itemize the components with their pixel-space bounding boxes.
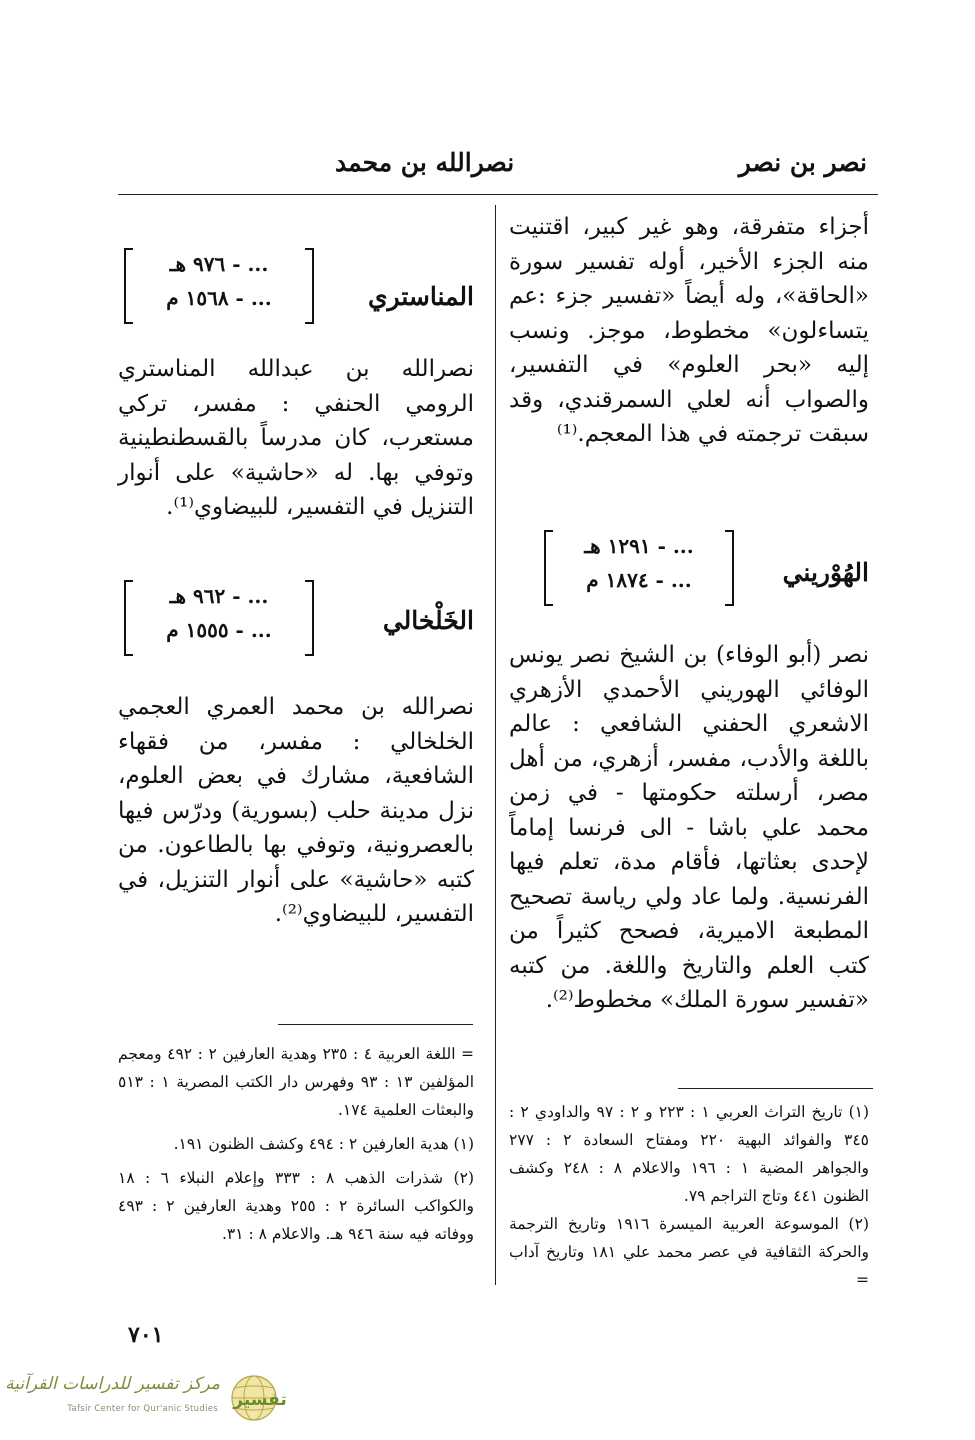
footnote-rule-right bbox=[678, 1088, 873, 1089]
date-gregorian: ... - ١٨٧٤ م bbox=[586, 568, 692, 592]
right-column bbox=[509, 210, 869, 452]
date-box-houraini bbox=[544, 530, 734, 606]
entry-khalkhali-header bbox=[118, 566, 474, 656]
date-gregorian: ... - ١٥٥٥ م bbox=[166, 618, 272, 642]
header-rule bbox=[118, 194, 878, 195]
date-hijri: ... - ٩٦٢ هـ bbox=[169, 584, 269, 608]
footnote-rule-left bbox=[278, 1024, 473, 1025]
page-number: ٧٠١ bbox=[128, 1322, 164, 1348]
running-head-right: نصر بن نصر bbox=[738, 148, 867, 177]
date-box-manastiri bbox=[124, 248, 314, 324]
entry-houraini-header bbox=[509, 518, 869, 608]
entry-manastiri-body bbox=[118, 352, 474, 525]
entry-manastiri-header bbox=[118, 238, 474, 328]
date-hijri: ... - ٩٧٦ هـ bbox=[169, 252, 269, 276]
globe-icon bbox=[224, 1372, 290, 1424]
entry-text-manastiri: نصرالله بن عبدالله المناستري الرومي الحنفي : مفسر، تركي مستعرب، كان مدرساً بالقسطنطينية وتوفي بها. له «حاشية» على أنوار التنزيل في التفسير، للبيضاوي⁽¹⁾. bbox=[118, 356, 474, 520]
column-divider bbox=[495, 205, 496, 1285]
entry-khalkhali-body bbox=[118, 690, 474, 932]
running-head-left: نصرالله بن محمد bbox=[335, 148, 515, 177]
logo-english-text: Tafsir Center for Qur'anic Studies bbox=[67, 1404, 218, 1414]
footnote: (١) تاريخ التراث العربي ١ : ٢٢٣ و ٢ : ٩٧ والداودي ٢ : ٣٤٥ والفوائد البهية ٢٢٠ ومفتاح السعادة ٢ : ٢٧٧ والجواهر المضية ١ : ١٩٦ والاعلام ٨ : ٢٤٨ وكشف الظنون ٤٤١ وتاج التراجم ٧٩. bbox=[509, 1103, 870, 1205]
date-gregorian: ... - ١٥٦٨ م bbox=[166, 286, 272, 310]
date-hijri: ... - ١٢٩١ هـ bbox=[584, 534, 694, 558]
footnote: (١) هدية العارفين ٢ : ٤٩٤ وكشف الظنون ١٩١. bbox=[173, 1135, 474, 1153]
logo-arabic-text: مركز تفسير للدراسات القرآنية bbox=[5, 1374, 220, 1394]
entry-houraini-body bbox=[509, 638, 869, 1018]
logo-mark-text: تفسير bbox=[233, 1390, 287, 1410]
entry-text-houraini: نصر (أبو الوفاء) بن الشيخ نصر يونس الوفائي الهوريني الأحمدي الأزهري الاشعري الحفني الشافعي : عالم باللغة والأدب، مفسر، أزهري، من أهل مصر، أرسلته حكومتها - في زمن محمد علي باشا - الى فرنسا إماماً لإحدى بعثاتها، فأقام مدة، تعلم فيها الفرنسية. ولما عاد ولي رياسة تصحيح المطبعة الاميرية، فصحح كثيراً من كتب العلم والتاريخ واللغة. من كتبه «تفسير سورة الملك» مخطوط⁽²⁾. bbox=[509, 642, 869, 1013]
entry-text-khalkhali: نصرالله بن محمد العمري العجمي الخلخالي : مفسر، من فقهاء الشافعية، مشارك في بعض العلوم، نزل مدينة حلب (بسورية) ودرّس فيها بالعصرونية، وتوفي بها بالطاعون. من كتبه «حاشية» على أنوار التنزيل، في التفسير، للبيضاوي⁽²⁾. bbox=[118, 694, 474, 927]
entry-name-manastiri: المناستري bbox=[367, 282, 474, 311]
publisher-logo bbox=[5, 1372, 290, 1424]
footnote: (٢) شذرات الذهب ٨ : ٣٣٣ وإعلام النبلاء ٦ : ١٨ والكواكب السائرة ٢ : ٢٥٥ وهدية العارفين ٢ : ٤٩٣ ووفاته فيه سنة ٩٤٦ هـ. والاعلام ٨ : ٣١. bbox=[118, 1169, 474, 1243]
entry-name-khalkhali: الخَلْخالي bbox=[382, 606, 474, 635]
footnote: = اللغة العربية ٤ : ٢٣٥ وهدية العارفين ٢ : ٤٩٢ ومعجم المؤلفين ١٣ : ٩٣ وفهرس دار الكتب المصرية ١ : ٥١٣ والبعثات العلمية ١٧٤. bbox=[118, 1045, 475, 1119]
footnote: (٢) الموسوعة العربية الميسرة ١٩١٦ وتاريخ الترجمة والحركة الثقافية في عصر محمد علي ١٨١ وتاريخ آداب = bbox=[509, 1215, 869, 1289]
footnotes-left bbox=[118, 1040, 474, 1248]
continuation-paragraph: أجزاء متفرقة، وهو غير كبير، اقتنيت منه الجزء الأخير، أوله تفسير سورة «الحاقة»، وله أيضاً «تفسير جزء :عم يتساءلون» مخطوط، موجز. ونسب إليه «بحر العلوم» في التفسير، والصواب أنه لعلي السمرقندي، وقد سبقت ترجمته في هذا المعجم.⁽¹⁾ bbox=[509, 214, 869, 447]
date-box-khalkhali bbox=[124, 580, 314, 656]
footnotes-right bbox=[509, 1098, 869, 1294]
entry-name-houraini: الهُوْريني bbox=[782, 558, 869, 587]
